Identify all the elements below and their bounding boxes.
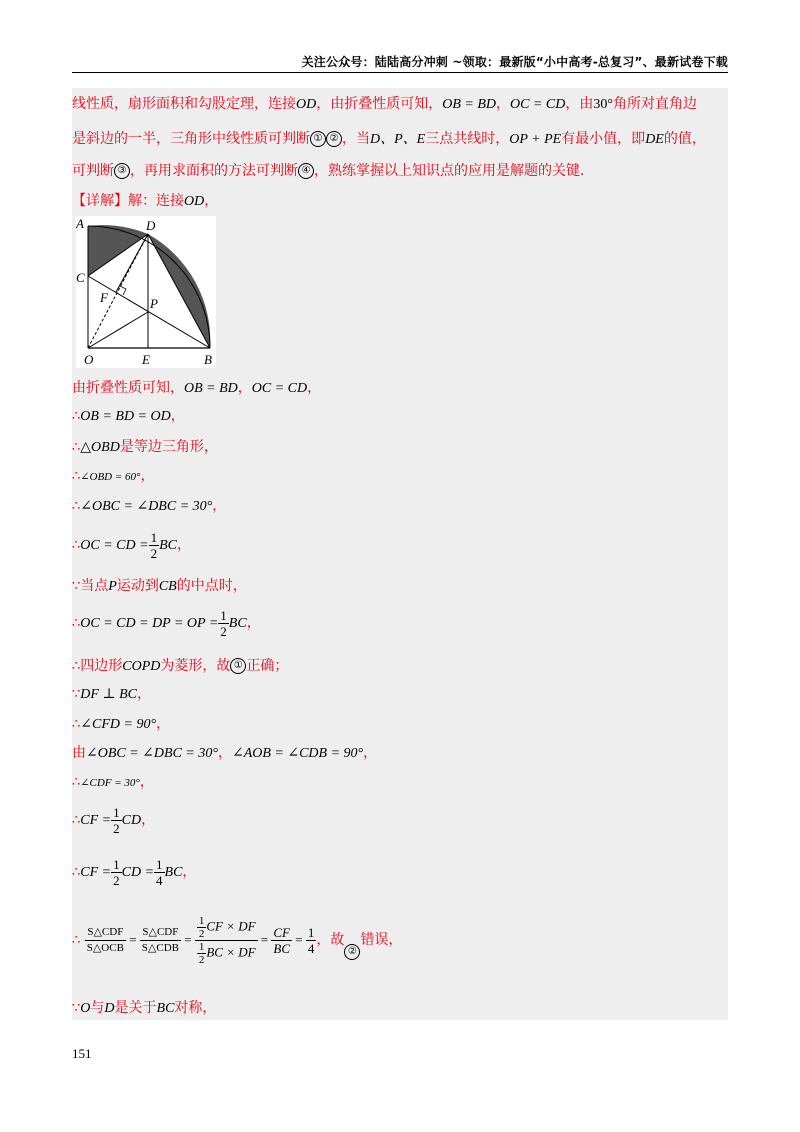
- circled-number: ③: [114, 163, 130, 179]
- half: [197, 915, 207, 940]
- denominator: 4: [307, 940, 315, 956]
- math: ∠AOB = ∠CDB = 90°: [231, 746, 364, 761]
- math: DF ⊥ BC: [80, 687, 137, 702]
- therefore-symbol: ∴: [72, 813, 81, 828]
- fraction: [111, 805, 122, 836]
- label-o: O: [84, 352, 94, 367]
- therefore-symbol: ∴: [72, 865, 81, 880]
- analysis-line-3: [72, 161, 728, 181]
- step-11: [72, 714, 728, 735]
- math: ∠OBD = 60°: [80, 471, 141, 483]
- step-9: [72, 656, 728, 677]
- detail-line: [72, 191, 728, 212]
- text: 线性质，扇形面积和勾股定理，连接: [72, 96, 296, 112]
- therefore-symbol: ∴: [72, 409, 81, 424]
- step-15: [72, 854, 728, 890]
- text: 由折叠性质可知，: [72, 380, 184, 396]
- header-text: 关注公众号：陆陆高分冲刺 ~领取：最新版“小中高考-总复习”、最新试卷下载: [301, 55, 728, 69]
- text: ，当: [342, 131, 370, 147]
- step-10: [72, 684, 728, 705]
- text: ，: [137, 686, 151, 702]
- step-8: [72, 606, 728, 640]
- math: ∠CDF = 30°: [80, 777, 140, 789]
- fraction: [218, 608, 229, 639]
- text: ，再用求面积的方法可判断: [130, 163, 298, 179]
- math: OC = CD =: [80, 538, 149, 553]
- text: 是关于: [114, 1000, 157, 1016]
- circled-number: ②: [326, 131, 342, 147]
- text: ，: [212, 498, 227, 514]
- denominator: S△CDB: [141, 941, 179, 954]
- text: ，: [237, 380, 252, 396]
- numerator: 1: [198, 914, 205, 927]
- step-4: [72, 466, 728, 487]
- math: OB = BD = OD: [80, 409, 171, 424]
- detail-label: 【详解】: [72, 193, 128, 209]
- text: 四边形: [80, 658, 123, 674]
- math: OC = CD: [510, 97, 566, 112]
- math: OB = BD: [442, 97, 497, 112]
- math: CD: [121, 813, 142, 828]
- therefore-symbol: ∴: [72, 616, 81, 631]
- label-p: P: [150, 296, 158, 311]
- text: 由: [72, 745, 86, 761]
- fraction: [149, 530, 160, 561]
- text: 正确；: [246, 658, 289, 674]
- label-d: D: [146, 218, 156, 233]
- step-7: [72, 576, 728, 597]
- math: CB: [158, 579, 177, 594]
- text: 当点: [80, 578, 109, 594]
- numerator: S△CDF: [85, 925, 126, 941]
- math: D、P、E: [370, 132, 426, 147]
- math: DE: [645, 132, 664, 147]
- numerator: 1: [307, 924, 315, 940]
- denominator: 2: [198, 953, 205, 966]
- text: 三点共线时，: [425, 131, 510, 147]
- denominator: 2: [150, 545, 158, 561]
- text: 解：连接: [128, 193, 184, 209]
- therefore-symbol: ∴: [72, 775, 81, 790]
- page-number: 151: [72, 1046, 92, 1061]
- therefore-symbol: ∴: [72, 538, 81, 553]
- because-symbol: ∵: [72, 687, 81, 702]
- circled-number: ④: [298, 163, 314, 179]
- numerator: 1: [150, 529, 158, 545]
- math: BC × DF: [206, 943, 256, 959]
- math: O: [80, 1001, 91, 1016]
- math: CD =: [121, 865, 155, 880]
- math: BC: [156, 1001, 175, 1016]
- text: 的值，: [663, 131, 706, 147]
- therefore-symbol: ∴: [72, 933, 81, 948]
- therefore-symbol: ∴: [72, 440, 81, 455]
- text: 的中点时，: [176, 578, 247, 594]
- numerator: S△CDF: [140, 925, 181, 941]
- circled-number: ①: [310, 131, 326, 147]
- text: ，: [139, 774, 154, 790]
- math: 30°: [593, 97, 613, 112]
- math: OD: [296, 97, 317, 112]
- math: D: [104, 1001, 115, 1016]
- denominator: 2: [113, 872, 120, 888]
- circled-number: ②: [344, 944, 360, 960]
- math: OC = CD = DP = OP =: [80, 616, 219, 631]
- half: [197, 941, 207, 966]
- text: ，: [176, 537, 191, 553]
- math: ∠OBC = ∠DBC = 30°: [86, 746, 218, 761]
- text: ，由: [565, 96, 594, 112]
- page-header: [72, 50, 728, 73]
- math: BC: [228, 616, 247, 631]
- math: OC = CD: [251, 381, 308, 396]
- step-6: [72, 528, 728, 562]
- step-13: [72, 772, 728, 793]
- math: △OBD: [80, 440, 120, 455]
- text: ，: [246, 615, 261, 631]
- step-1: [72, 378, 728, 399]
- fraction-area-4: [271, 925, 292, 956]
- fraction-area-3: [195, 915, 258, 966]
- denominator: 4: [156, 872, 163, 888]
- text: 角所对直角边: [612, 96, 697, 112]
- because-symbol: ∵: [72, 579, 81, 594]
- text: ，故: [316, 932, 345, 948]
- denominator: S△OCB: [86, 941, 124, 954]
- denominator: 2: [198, 927, 205, 940]
- numerator: 1: [156, 856, 163, 872]
- math: P: [108, 579, 117, 594]
- text: 运动到: [116, 578, 159, 594]
- text: 与: [90, 1000, 105, 1016]
- step-12: [72, 743, 728, 764]
- fraction-area-2: [140, 925, 181, 956]
- text: 是斜边的一半，三角形中线性质可判断: [72, 131, 310, 147]
- therefore-symbol: ∴: [72, 499, 81, 514]
- math: CF =: [80, 865, 112, 880]
- text: ，熟练掌握以上知识点的应用是解题的关键．: [314, 163, 594, 179]
- math: ∠CFD = 90°: [80, 717, 157, 732]
- text: 为菱形，故: [160, 658, 231, 674]
- text: 对称，: [174, 1000, 217, 1016]
- step-16: ∴ $\frac{\text{S△CDF}}{\text{S△OCB}}$ = $\frac{\text{S△CDF}}{\text{S△CDB}}$ = $\frac{1}{2}$ CF × DF $\frac{1}{2}$ BC × DF = $\frac{CF}{BC}$ = $\frac{1}{4}$ ，故②错误，: [72, 914, 403, 966]
- text: 错误，: [360, 932, 403, 948]
- circled-number: ①: [230, 658, 246, 674]
- step-2: [72, 406, 728, 427]
- because-symbol: ∵: [72, 1001, 81, 1016]
- denominator: 2: [113, 820, 120, 836]
- denominator: BC: [273, 940, 291, 956]
- math: CF =: [80, 813, 112, 828]
- therefore-symbol: ∴: [72, 717, 81, 732]
- step-14: [72, 802, 728, 838]
- numerator: CF: [273, 924, 291, 940]
- text: ，: [217, 745, 232, 761]
- text: ，: [140, 468, 155, 484]
- math: OD: [184, 194, 205, 209]
- numerator: 1: [198, 940, 205, 953]
- area-3-numerator: [195, 915, 258, 941]
- text: ，: [496, 96, 511, 112]
- step-3: [72, 437, 728, 458]
- therefore-symbol: ∴: [72, 469, 81, 484]
- math: CF × DF: [206, 917, 256, 933]
- text: ，: [141, 812, 156, 828]
- label-a: A: [76, 216, 84, 231]
- math: BC: [159, 538, 177, 553]
- analysis-line-1: [72, 94, 728, 115]
- denominator: 2: [220, 623, 227, 639]
- math: COPD: [122, 659, 161, 674]
- area-3-denominator: [195, 941, 258, 966]
- fraction: [111, 857, 122, 888]
- text: 有最小值，即: [561, 131, 646, 147]
- label-b: B: [204, 352, 212, 367]
- therefore-symbol: ∴: [72, 659, 81, 674]
- text: 是等边三角形，: [119, 439, 218, 455]
- fraction: [154, 857, 165, 888]
- geometry-diagram: [76, 216, 216, 368]
- math: BC: [164, 865, 183, 880]
- numerator: 1: [113, 856, 120, 872]
- math: OP + PE: [509, 132, 562, 147]
- step-5: [72, 496, 728, 517]
- analysis-line-2: [72, 129, 728, 150]
- numerator: 1: [113, 804, 120, 820]
- text: ，由折叠性质可知，: [316, 96, 443, 112]
- text: ，: [170, 408, 185, 424]
- right-angle-mark: [120, 286, 126, 295]
- fraction-area-1: [85, 925, 126, 956]
- step-17: [72, 998, 728, 1019]
- text: ，: [156, 716, 171, 732]
- fraction-area-5: [306, 925, 317, 956]
- geometry-figure: [76, 216, 216, 368]
- text: ，: [307, 380, 322, 396]
- text: 可判断: [72, 163, 114, 179]
- math: OB = BD: [184, 381, 238, 396]
- math: ∠OBC = ∠DBC = 30°: [80, 499, 213, 514]
- label-e: E: [142, 352, 150, 367]
- text: ，: [363, 745, 378, 761]
- numerator: 1: [220, 607, 227, 623]
- text: ，: [182, 864, 197, 880]
- label-c: C: [76, 270, 85, 285]
- text: ，: [204, 193, 219, 209]
- label-f: F: [100, 290, 108, 305]
- segment-db: [148, 234, 210, 348]
